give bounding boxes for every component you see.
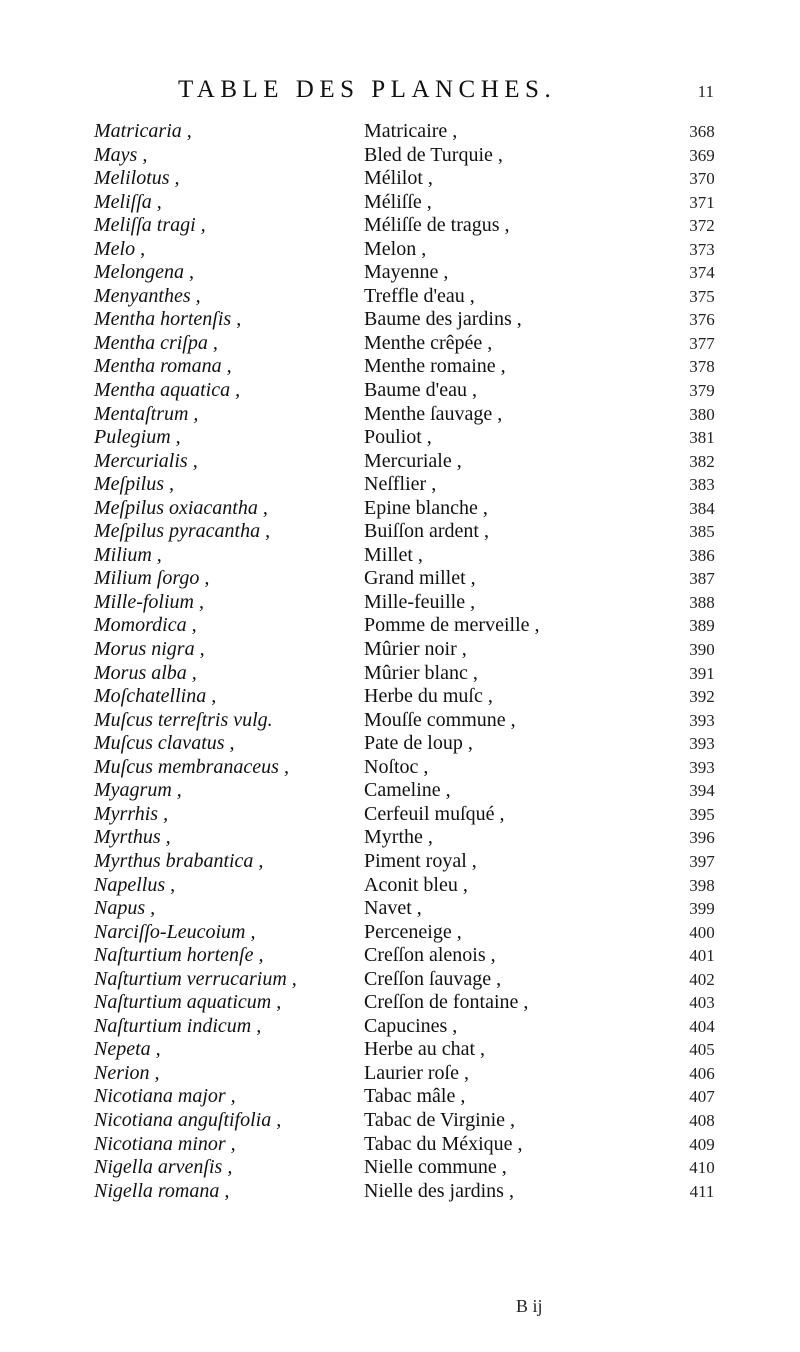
index-entry	[0, 756, 800, 780]
plate-number: 383	[689, 475, 715, 495]
plate-number: 394	[689, 781, 715, 801]
latin-name: Myrrhis ,	[94, 802, 169, 825]
plate-number: 407	[689, 1087, 715, 1107]
latin-name: Nigella arvenſis ,	[94, 1156, 233, 1179]
plate-number: 384	[689, 498, 715, 518]
french-name: Perceneige ,	[364, 920, 462, 943]
plate-number: 368	[689, 122, 715, 141]
plate-number: 403	[689, 993, 715, 1013]
latin-name: Nicotiana major ,	[94, 1085, 236, 1108]
french-name: Melon ,	[364, 237, 427, 260]
french-name: Herbe au chat ,	[364, 1038, 486, 1061]
french-name: Menthe romaine ,	[364, 355, 506, 378]
french-name: Mélilot ,	[364, 167, 433, 190]
french-name: Creſſon ſauvage ,	[364, 967, 502, 990]
signature-mark: B ij	[516, 1296, 543, 1316]
plate-number: 393	[689, 734, 715, 754]
plate-number: 389	[689, 616, 715, 636]
plate-number: 392	[689, 687, 715, 707]
latin-name: Mentaſtrum ,	[94, 402, 199, 425]
index-entry	[0, 614, 800, 638]
latin-name: Matricaria ,	[94, 120, 192, 142]
index-entry	[0, 921, 800, 945]
latin-name: Myrthus brabantica ,	[94, 849, 264, 872]
index-entry	[0, 685, 800, 709]
french-name: Baume d'eau ,	[364, 379, 478, 402]
plate-number: 395	[689, 804, 715, 824]
plate-number: 398	[689, 875, 715, 895]
plate-number: 374	[689, 263, 715, 283]
index-entry	[0, 591, 800, 615]
latin-name: Naſturtium indicum ,	[94, 1014, 262, 1037]
french-name: Creſſon alenois ,	[364, 944, 496, 967]
french-name: Menthe crêpée ,	[364, 331, 493, 354]
index-entry	[0, 991, 800, 1015]
latin-name: Mentha aquatica ,	[94, 379, 241, 402]
index-entry	[0, 1156, 800, 1180]
plate-number: 378	[689, 357, 715, 377]
plate-number: 385	[689, 522, 715, 542]
latin-name: Naſturtium aquaticum ,	[94, 991, 282, 1014]
french-name: Pate de loup ,	[364, 732, 473, 755]
french-name: Pomme de merveille ,	[364, 614, 540, 637]
french-name: Méliſſe ,	[364, 190, 432, 213]
plate-number: 411	[689, 1181, 715, 1201]
plate-index-list	[0, 120, 800, 1203]
index-entry	[0, 450, 800, 474]
index-entry	[0, 261, 800, 285]
index-entry	[0, 285, 800, 309]
index-entry	[0, 1109, 800, 1133]
page-title: TABLE DES PLANCHES.	[178, 76, 557, 103]
plate-number: 396	[689, 828, 715, 848]
index-entry	[0, 144, 800, 168]
latin-name: Morus nigra ,	[94, 638, 205, 661]
latin-name: Nicotiana anguſtifolia ,	[94, 1108, 282, 1131]
index-entry	[0, 308, 800, 332]
latin-name: Narciſſo-Leucoium ,	[94, 920, 256, 943]
index-entry	[0, 874, 800, 898]
plate-number: 391	[689, 663, 715, 683]
plate-number: 371	[689, 192, 715, 212]
index-entry	[0, 520, 800, 544]
latin-name: Meliſſa tragi ,	[94, 214, 206, 237]
plate-number: 370	[689, 169, 715, 189]
latin-name: Mentha criſpa ,	[94, 331, 218, 354]
index-entry	[0, 1015, 800, 1039]
latin-name: Mercurialis ,	[94, 449, 198, 472]
french-name: Capucines ,	[364, 1014, 458, 1037]
latin-name: Muſcus terreſtris vulg.	[94, 708, 273, 731]
page-number: 11	[697, 82, 714, 101]
french-name: Tabac de Virginie ,	[364, 1108, 516, 1131]
plate-number: 375	[689, 286, 715, 306]
plate-number: 382	[689, 451, 715, 471]
french-name: Bled de Turquie ,	[364, 143, 503, 166]
french-name: Pouliot ,	[364, 426, 432, 449]
latin-name: Morus alba ,	[94, 661, 197, 684]
latin-name: Nepeta ,	[94, 1038, 161, 1061]
latin-name: Milium ,	[94, 543, 162, 566]
index-entry	[0, 567, 800, 591]
index-entry	[0, 732, 800, 756]
french-name: Cerfeuil muſqué ,	[364, 802, 505, 825]
plate-number: 381	[689, 428, 715, 448]
latin-name: Mille-folium ,	[94, 590, 204, 613]
latin-name: Pulegium ,	[94, 426, 181, 449]
index-entry	[0, 826, 800, 850]
latin-name: Milium ſorgo ,	[94, 567, 210, 590]
index-entry	[0, 544, 800, 568]
latin-name: Myagrum ,	[94, 779, 182, 802]
french-name: Grand millet ,	[364, 567, 476, 590]
latin-name: Nicotiana minor ,	[94, 1132, 236, 1155]
french-name: Neſflier ,	[364, 473, 437, 496]
plate-number: 393	[689, 757, 715, 777]
index-entry	[0, 1180, 800, 1204]
plate-number: 410	[689, 1158, 715, 1178]
plate-number: 377	[689, 333, 715, 353]
latin-name: Mays ,	[94, 143, 148, 166]
page-header	[0, 76, 800, 112]
plate-number: 379	[689, 381, 715, 401]
plate-number: 401	[689, 946, 715, 966]
index-entry	[0, 803, 800, 827]
french-name: Mûrier blanc ,	[364, 661, 478, 684]
plate-number: 408	[689, 1110, 715, 1130]
plate-number: 373	[689, 239, 715, 259]
french-name: Navet ,	[364, 897, 422, 920]
latin-name: Melilotus ,	[94, 167, 180, 190]
french-name: Tabac du Méxique ,	[364, 1132, 523, 1155]
french-name: Menthe ſauvage ,	[364, 402, 503, 425]
french-name: Baume des jardins ,	[364, 308, 522, 331]
plate-number: 404	[689, 1016, 715, 1036]
french-name: Méliſſe de tragus ,	[364, 214, 510, 237]
index-entry	[0, 850, 800, 874]
latin-name: Muſcus clavatus ,	[94, 732, 235, 755]
index-entry	[0, 426, 800, 450]
french-name: Millet ,	[364, 543, 423, 566]
french-name: Aconit bleu ,	[364, 873, 468, 896]
index-entry	[0, 1062, 800, 1086]
index-entry	[0, 332, 800, 356]
index-entry	[0, 473, 800, 497]
latin-name: Meſpilus oxiacantha ,	[94, 496, 268, 519]
latin-name: Myrthus ,	[94, 826, 171, 849]
index-entry	[0, 120, 800, 144]
french-name: Noſtoc ,	[364, 755, 429, 778]
plate-number: 372	[689, 216, 715, 236]
latin-name: Meliſſa ,	[94, 190, 162, 213]
latin-name: Mentha hortenſis ,	[94, 308, 242, 331]
french-name: Myrthe ,	[364, 826, 433, 849]
plate-number: 380	[689, 404, 715, 424]
plate-number: 390	[689, 640, 715, 660]
index-entry	[0, 638, 800, 662]
plate-number: 399	[689, 899, 715, 919]
latin-name: Naſturtium hortenſe ,	[94, 944, 264, 967]
latin-name: Naſturtium verrucarium ,	[94, 967, 297, 990]
plate-number: 376	[689, 310, 715, 330]
french-name: Laurier roſe ,	[364, 1061, 469, 1084]
plate-number: 397	[689, 851, 715, 871]
latin-name: Melongena ,	[94, 261, 194, 284]
latin-name: Meſpilus ,	[94, 473, 174, 496]
french-name: Nielle des jardins ,	[364, 1179, 514, 1202]
french-name: Nielle commune ,	[364, 1156, 507, 1179]
french-name: Herbe du muſc ,	[364, 685, 493, 708]
latin-name: Moſchatellina ,	[94, 685, 217, 708]
index-entry	[0, 709, 800, 733]
french-name: Mille-feuille ,	[364, 590, 476, 613]
index-entry	[0, 497, 800, 521]
french-name: Creſſon de fontaine ,	[364, 991, 529, 1014]
french-name: Matricaire ,	[364, 120, 458, 142]
latin-name: Nigella romana ,	[94, 1179, 230, 1202]
index-entry	[0, 1133, 800, 1157]
index-entry	[0, 1038, 800, 1062]
french-name: Buiſſon ardent ,	[364, 520, 489, 543]
index-entry	[0, 968, 800, 992]
index-entry	[0, 897, 800, 921]
plate-number: 393	[689, 710, 715, 730]
index-entry	[0, 1085, 800, 1109]
latin-name: Meſpilus pyracantha ,	[94, 520, 271, 543]
index-entry	[0, 238, 800, 262]
plate-number: 400	[689, 922, 715, 942]
french-name: Piment royal ,	[364, 849, 477, 872]
index-entry	[0, 355, 800, 379]
index-entry	[0, 167, 800, 191]
latin-name: Melo ,	[94, 237, 146, 260]
index-entry	[0, 191, 800, 215]
plate-number: 388	[689, 592, 715, 612]
index-entry	[0, 403, 800, 427]
plate-number: 406	[689, 1063, 715, 1083]
plate-number: 409	[689, 1134, 715, 1154]
french-name: Treffle d'eau ,	[364, 284, 475, 307]
index-entry	[0, 214, 800, 238]
plate-number: 405	[689, 1040, 715, 1060]
french-name: Mouſſe commune ,	[364, 708, 516, 731]
plate-number: 387	[689, 569, 715, 589]
index-entry	[0, 779, 800, 803]
latin-name: Muſcus membranaceus ,	[94, 755, 289, 778]
french-name: Mayenne ,	[364, 261, 449, 284]
french-name: Epine blanche ,	[364, 496, 488, 519]
latin-name: Napus ,	[94, 897, 156, 920]
latin-name: Nerion ,	[94, 1061, 160, 1084]
index-entry	[0, 944, 800, 968]
plate-number: 369	[689, 145, 715, 165]
latin-name: Napellus ,	[94, 873, 176, 896]
index-entry	[0, 662, 800, 686]
latin-name: Momordica ,	[94, 614, 197, 637]
french-name: Cameline ,	[364, 779, 451, 802]
plate-number: 386	[689, 545, 715, 565]
latin-name: Mentha romana ,	[94, 355, 232, 378]
plate-number: 402	[689, 969, 715, 989]
index-entry	[0, 379, 800, 403]
latin-name: Menyanthes ,	[94, 284, 201, 307]
french-name: Mercuriale ,	[364, 449, 462, 472]
french-name: Mûrier noir ,	[364, 638, 467, 661]
french-name: Tabac mâle ,	[364, 1085, 466, 1108]
